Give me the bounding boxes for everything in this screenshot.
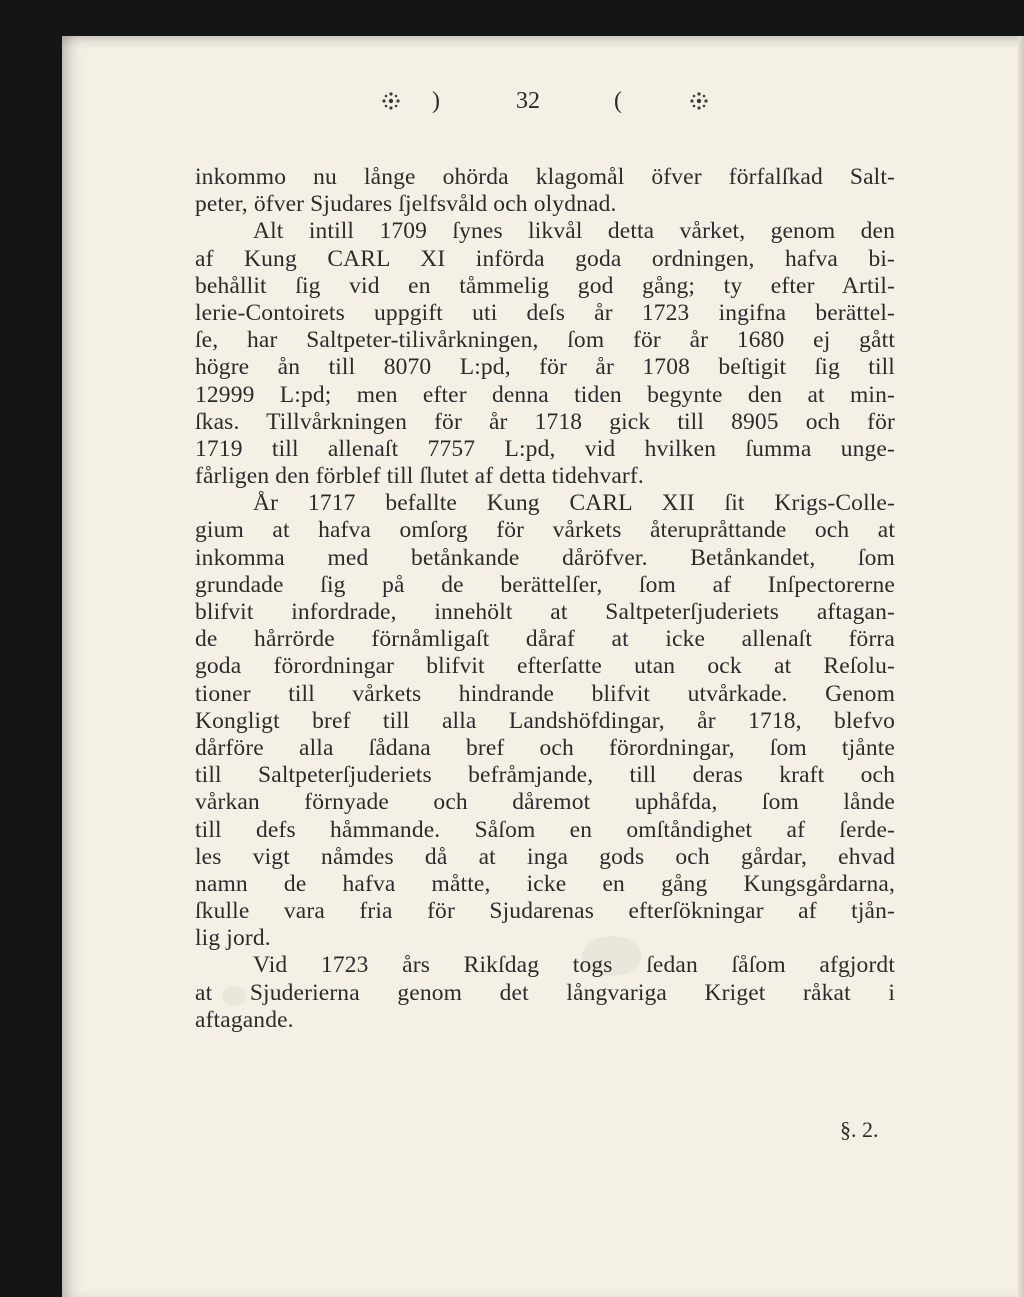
text-line: behållit ſig vid en tåmmelig god gång; ty efter Artil- (195, 272, 895, 299)
header-paren-close: ( (614, 88, 622, 114)
text-line: 1719 till allenaſt 7757 L:pd, vid hvilken ſumma unge- (195, 435, 895, 462)
text-line: at Sjuderierna genom det långvariga Kriget råkat i (195, 979, 895, 1006)
body-text (195, 164, 895, 1034)
text-line: tioner till vårkets hindrande blifvit utvårkade. Genom (195, 680, 895, 707)
text-line: till defs håmmande. Såſom en omſtåndighet af ſerde- (195, 816, 895, 843)
text-line: fårligen den förblef till ſlutet af detta tidehvarf. (195, 463, 644, 490)
text-line: Kongligt bref till alla Landshöfdingar, år 1718, blefvo (195, 707, 895, 734)
text-line: grundade ſig på de berättelſer, ſom af Inſpectorerne (195, 571, 895, 598)
text-line: ſkas. Tillvårkningen för år 1718 gick till 8905 och för (195, 408, 895, 435)
text-line: vårkan förnyade och dåremot uphåfda, ſom lånde (195, 789, 895, 816)
page-edge (1018, 36, 1024, 1297)
text-line: inkommo nu långe ohörda klagomål öfver förfalſkad Salt- (195, 164, 895, 190)
ornament-icon (688, 90, 710, 112)
text-line: Alt intill 1709 ſynes likvål detta vårket, genom den (253, 218, 895, 245)
paragraph (195, 164, 895, 218)
text-line: lerie-Contoirets uppgift uti deſs år 1723 ingifna berättel- (195, 299, 895, 326)
text-line: blifvit infordrade, innehölt at Saltpeterſjuderiets aftagan- (195, 599, 895, 625)
ornament-icon (380, 90, 402, 112)
page-number: 32 (516, 88, 540, 114)
text-line: goda förordningar blifvit efterſatte utan ock at Reſolu- (195, 653, 895, 680)
text-line: aftagande. (195, 1006, 294, 1033)
text-line: de hårrörde förnåmligaſt dåraf at icke allenaſt förra (195, 626, 895, 653)
text-line: lig jord. (195, 925, 271, 952)
text-line: till Saltpeterſjuderiets befråmjande, till deras kraft och (195, 762, 895, 789)
page-header (380, 84, 720, 124)
text-line: peter, öfver Sjudares ſjelfsvåld och olydnad. (195, 191, 617, 218)
text-line: les vigt nåmdes då at inga gods och gårdar, ehvad (195, 843, 895, 870)
text-line: ſe, har Saltpeter-tilivårkningen, ſom för år 1680 ej gått (195, 327, 895, 354)
text-line: gium at hafva omſorg för vårkets återupråttande och at (195, 517, 895, 544)
paragraph (195, 952, 895, 1034)
text-line: dårföre alla ſådana bref och förordningar, ſom tjånte (195, 734, 895, 761)
text-line: 12999 L:pd; men efter denna tiden begynte den at min- (195, 381, 895, 408)
header-paren-open: ) (432, 88, 440, 114)
text-line: af Kung CARL XI införda goda ordningen, hafva bi- (195, 245, 895, 272)
paragraph (195, 490, 895, 952)
text-line: Vid 1723 års Rikſdag togs ſedan ſåſom afgjordt (253, 952, 895, 979)
text-line: inkomma med betånkande dåröfver. Betånkandet, ſom (195, 544, 895, 571)
text-line: namn de hafva måtte, icke en gång Kungsgårdarna, (195, 870, 895, 897)
text-line: högre ån till 8070 L:pd, för år 1708 beſtigit ſig till (195, 354, 895, 381)
text-line: ſkulle vara fria för Sjudarenas efterſökningar af tjån- (195, 898, 895, 925)
paragraph (195, 218, 895, 490)
catchword: §. 2. (840, 1117, 879, 1142)
text-line: År 1717 befallte Kung CARL XII ſit Krigs-Colle- (253, 490, 895, 517)
